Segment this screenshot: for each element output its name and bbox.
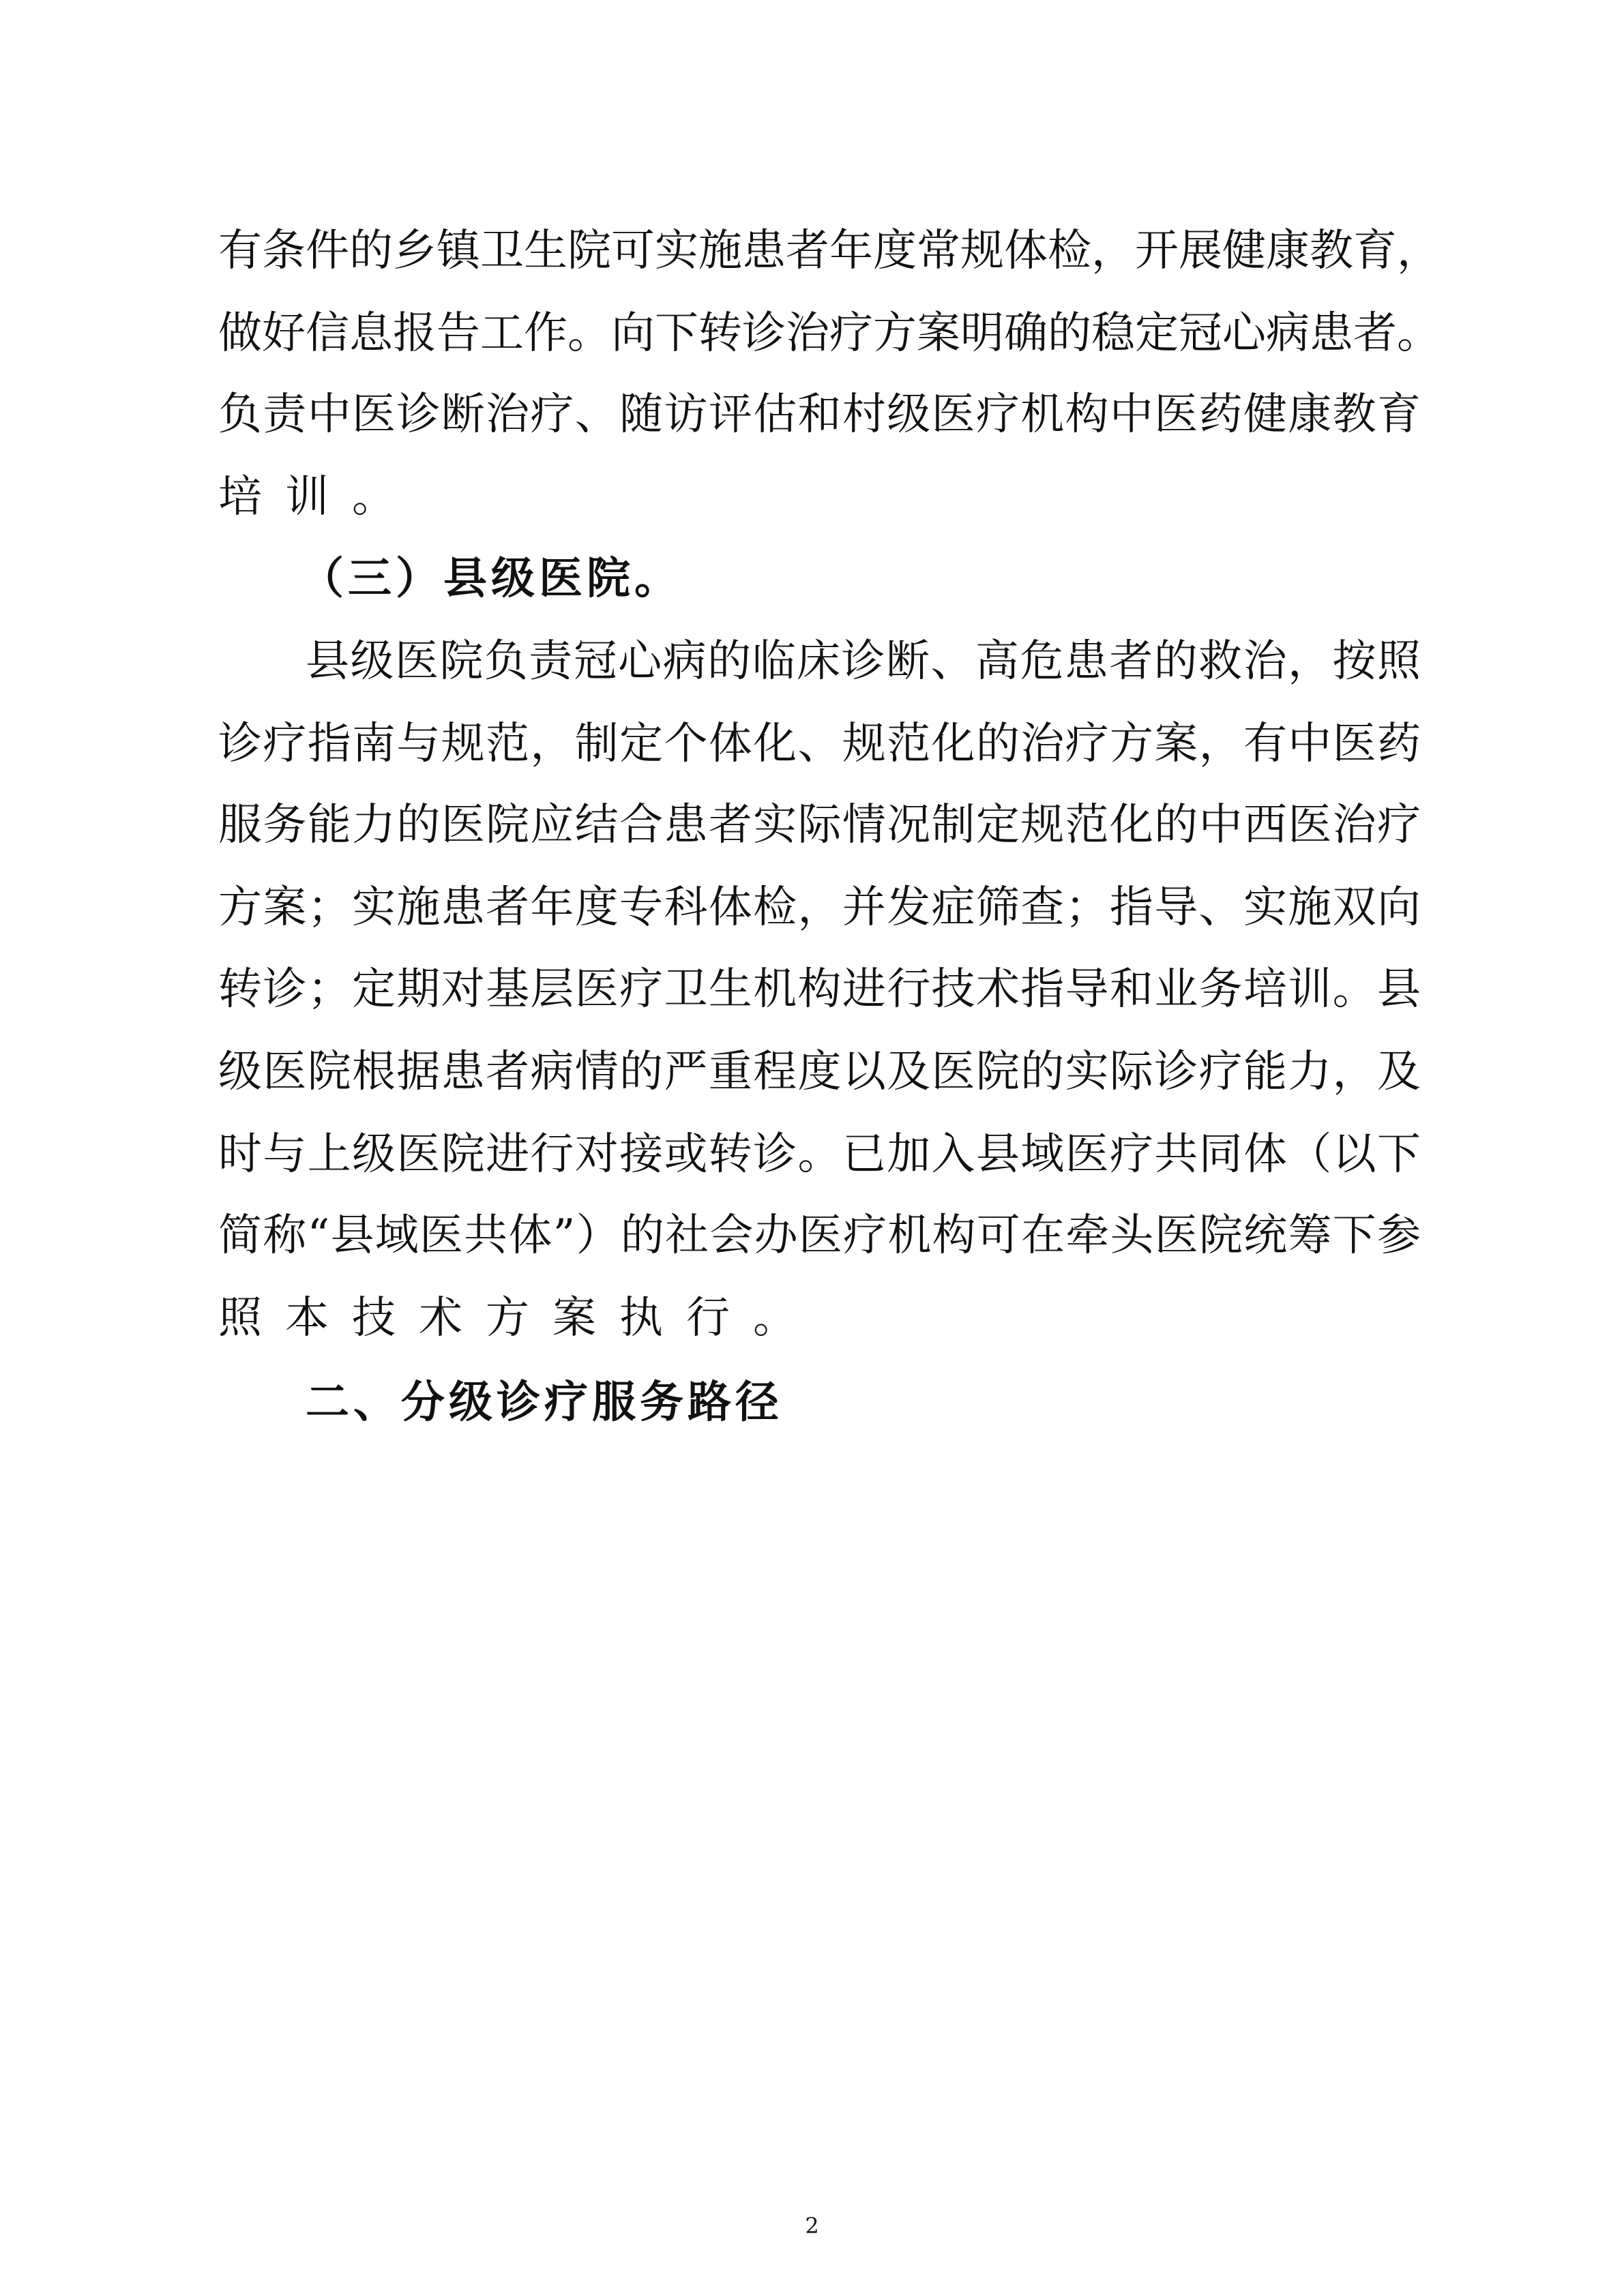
text-line: 方案；实施患者年度专科体检，并发症筛查；指导、实施双向 <box>218 882 1421 933</box>
text-line: 做好信息报告工作。向下转诊治疗方案明确的稳定冠心病患者。 <box>218 308 1441 359</box>
subsection-heading: （三）县级医院。 <box>300 554 682 604</box>
text-line: 时与上级医院进行对接或转诊。已加入县域医疗共同体（以下 <box>218 1129 1421 1180</box>
text-line: 诊疗指南与规范，制定个体化、规范化的治疗方案，有中医药 <box>218 719 1421 769</box>
page-number: 2 <box>805 2213 819 2239</box>
text-line: 培训。 <box>218 472 419 522</box>
text-line: 县级医院负责冠心病的临床诊断、高危患者的救治，按照 <box>306 636 1421 687</box>
text-line: 转诊；定期对基层医疗卫生机构进行技术指导和业务培训。县 <box>218 964 1421 1015</box>
text-line: 级医院根据患者病情的严重程度以及医院的实际诊疗能力，及 <box>218 1047 1421 1097</box>
text-line: 简称“县域医共体”）的社会办医疗机构可在牵头医院统筹下参 <box>218 1210 1421 1261</box>
text-line: 服务能力的医院应结合患者实际情况制定规范化的中西医治疗 <box>218 800 1421 850</box>
text-line: 照本技术方案执行。 <box>218 1293 820 1343</box>
section-heading: 二、分级诊疗服务路径 <box>306 1377 783 1428</box>
text-line: 负责中医诊断治疗、随访评估和村级医疗机构中医药健康教育 <box>218 389 1421 440</box>
text-line: 有条件的乡镇卫生院可实施患者年度常规体检，开展健康教育， <box>218 226 1441 276</box>
